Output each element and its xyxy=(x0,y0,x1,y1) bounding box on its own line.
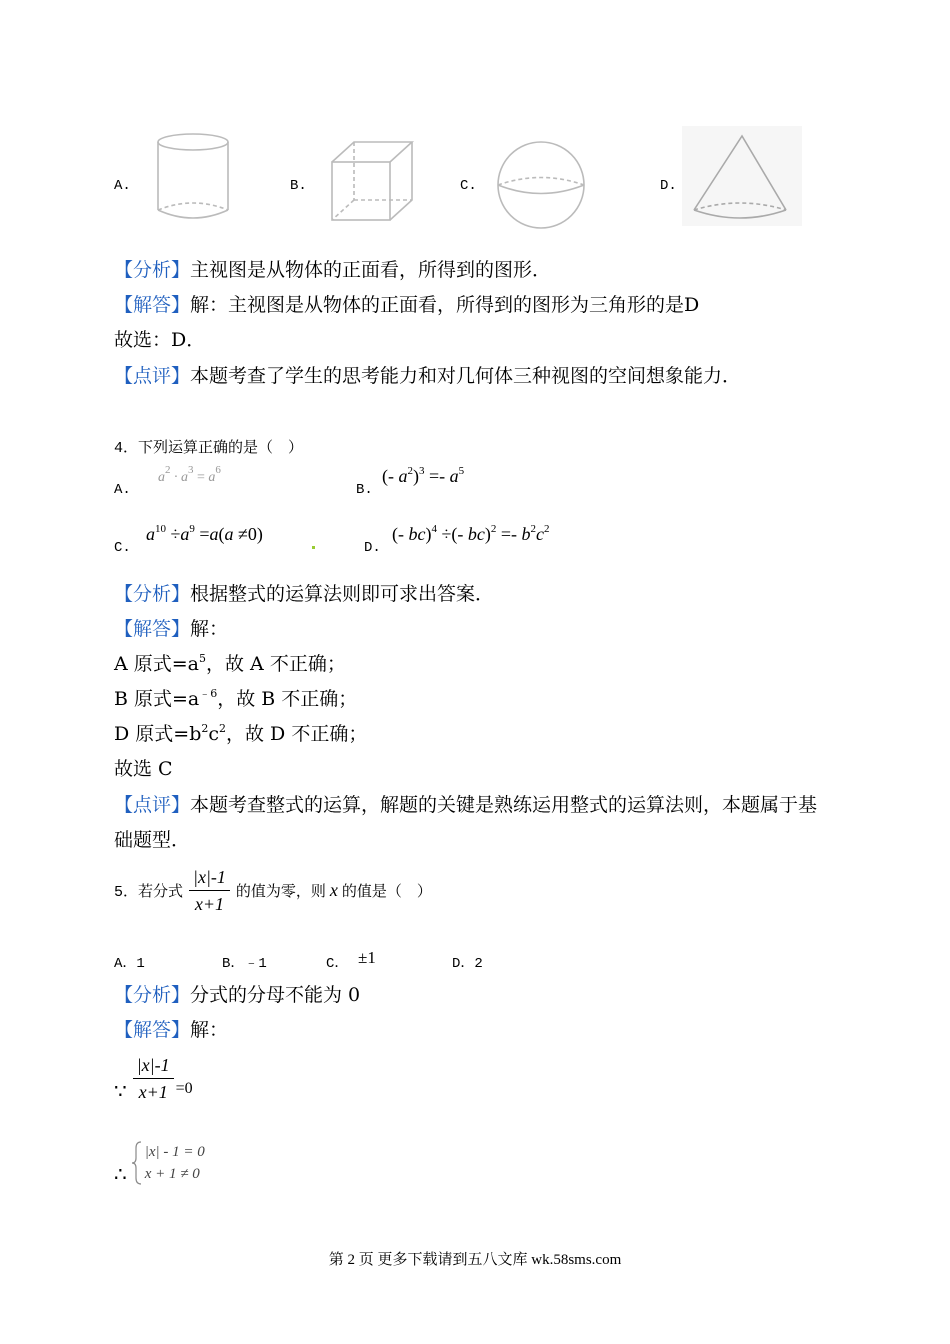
q3-option-c-label: C. xyxy=(460,178,477,194)
q5-option-b: B．﹣1 xyxy=(222,956,267,972)
therefore-symbol: ∴ xyxy=(114,1162,127,1186)
q5-title: 5．若分式 $\frac{|x|-1}{x+1}$ 的值为零，则 x 的值是（ ） xyxy=(114,867,432,914)
q4-option-a-expr: $a^2 \cdot a^3 = a^6$ xyxy=(158,464,221,485)
q4-option-c-expr: $a^{10} \div a^9 =a(a \ne 0)$ xyxy=(146,523,263,544)
cone-figure xyxy=(682,126,802,226)
q4-comment-cont: 础题型． xyxy=(114,829,191,851)
q4-answer: 【解答】解： xyxy=(114,618,229,640)
q4-line-a: A 原式$=a^5$，故 A 不正确； xyxy=(114,652,346,675)
q3-comment: 【点评】本题考查了学生的思考能力和对几何体三种视图的空间想象能力． xyxy=(114,365,742,387)
q5-fraction: $\frac{|x|-1}{x+1}$ xyxy=(189,866,230,915)
q3-analysis: 【分析】主视图是从物体的正面看，所得到的图形． xyxy=(114,259,552,281)
q3-answer: 【解答】解：主视图是从物体的正面看，所得到的图形为三角形的是D xyxy=(114,294,700,316)
q4-line-b: B 原式$=a^{﹣6}$，故 B 不正确； xyxy=(114,687,358,710)
q3-choice: 故选：D． xyxy=(114,329,206,351)
equation-system: |x| - 1 = 0 x + 1 ≠ 0 xyxy=(144,1144,205,1182)
q4-option-c-label: C. xyxy=(114,540,131,556)
cylinder-figure xyxy=(150,130,236,222)
q4-line-d: D 原式$=b^2c^2$，故 D 不正确； xyxy=(114,722,368,745)
q5-because-fraction: $\frac{|x|-1}{x+1}$ xyxy=(133,1054,174,1103)
q4-option-a-label: A. xyxy=(114,482,131,498)
cube-figure xyxy=(328,138,416,226)
q5-analysis: 【分析】分式的分母不能为 0 xyxy=(114,984,361,1006)
q4-comment: 【点评】本题考查整式的运算，解题的关键是熟练运用整式的运算法则，本题属于基 xyxy=(114,794,818,816)
q5-therefore-line xyxy=(114,1140,205,1186)
because-symbol: ∵ xyxy=(114,1078,127,1103)
q5-because-line: ∵ $\frac{|x|-1}{x+1}$ =0 xyxy=(114,1055,193,1103)
sphere-figure xyxy=(494,138,588,232)
q4-analysis: 【分析】根据整式的运算法则即可求出答案． xyxy=(114,583,495,605)
q4-option-d-expr: (- bc)$^4$ ÷(- $bc)^2 =- b^2c^2$ xyxy=(392,523,550,544)
q4-option-b-expr: (- $a^2)^3 =- a^5$ xyxy=(382,465,465,486)
q4-title: 4．下列运算正确的是（ ） xyxy=(114,440,304,457)
page-footer: 第 2 页 更多下载请到五八文库 wk.58sms.com xyxy=(328,1252,622,1268)
q4-choice: 故选 C xyxy=(114,758,173,780)
q3-option-d-label: D. xyxy=(660,178,677,194)
q3-option-a-label: A. xyxy=(114,178,131,194)
dot-mark xyxy=(312,546,315,549)
q4-option-d-label: D. xyxy=(364,540,381,556)
q5-option-d: D．2 xyxy=(452,956,483,972)
q3-option-b-label: B. xyxy=(290,178,307,194)
q5-answer: 【解答】解： xyxy=(114,1019,229,1041)
q4-option-b-label: B. xyxy=(356,482,373,498)
q5-option-a: A．1 xyxy=(114,956,145,972)
system-brace xyxy=(131,1140,143,1186)
q5-option-c-value: ±1 xyxy=(358,948,376,967)
q5-option-c: C． xyxy=(326,956,349,972)
